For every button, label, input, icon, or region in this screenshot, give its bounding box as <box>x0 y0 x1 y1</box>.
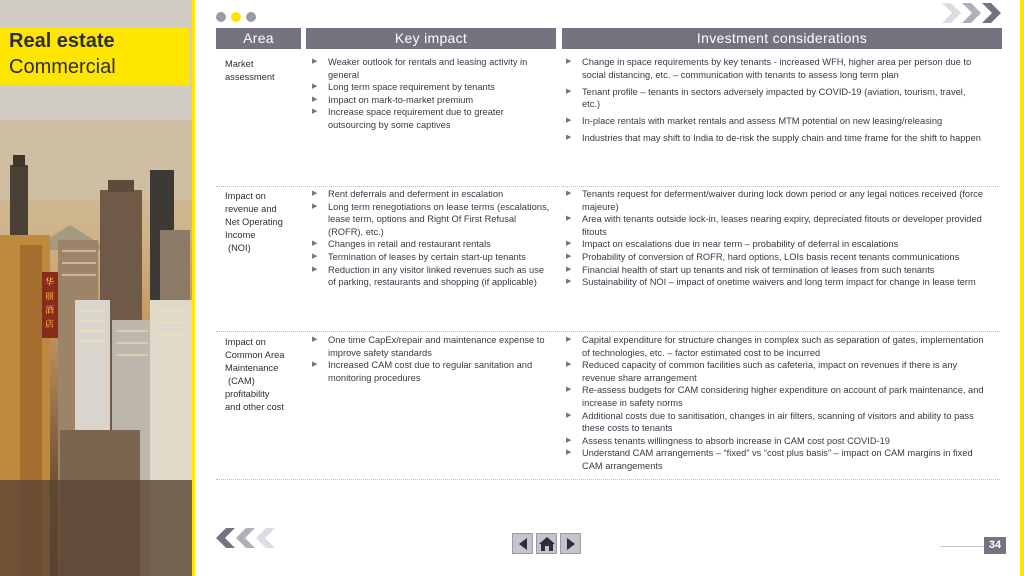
impact-item: ▶ Long term renegotiations on lease terms (escalations, lease term, options and Right Of First Refusal (ROFR), etc.) <box>312 201 552 239</box>
slide-title-line1: Real estate <box>9 30 115 52</box>
consideration-cell <box>566 188 986 289</box>
area-text: and other cost <box>225 402 284 412</box>
impact-cell <box>312 188 552 289</box>
area-text: profitability <box>225 389 270 399</box>
header-investment-considerations: Investment considerations <box>562 28 1002 49</box>
consideration-item: ▶ Area with tenants outside lock-in, leases nearing expiry, depreciated fitouts or developer provided fitouts <box>566 213 986 238</box>
page-number: 34 <box>984 537 1006 554</box>
area-text: (NOI) <box>228 243 251 253</box>
area-text: Common Area <box>225 350 285 360</box>
impact-item: ▶ Impact on mark-to-market premium <box>312 94 552 107</box>
area-text: Net Operating <box>225 217 283 227</box>
next-slide-button[interactable] <box>560 533 581 554</box>
consideration-item: ▶ Reduced capacity of common facilities such as cafeteria, impact on revenues if there is any revenue share arrangement <box>566 359 986 384</box>
home-icon <box>539 537 555 551</box>
active-dot-icon <box>231 12 241 22</box>
area-text: (CAM) <box>228 376 255 386</box>
consideration-item: ▶ Sustainability of NOI – impact of onetime waivers and long term impact for change in lease term <box>566 276 986 289</box>
previous-slide-button[interactable] <box>512 533 533 554</box>
consideration-item: ▶ Probability of conversion of ROFR, hard options, LOIs basis recent tenants communications <box>566 251 986 264</box>
consideration-item: ▶ Impact on escalations due in near term – probability of deferral in escalations <box>566 238 986 251</box>
consideration-item: ▶ Industries that may shift to India to de-risk the supply chain and time frame for the shift to happen <box>566 132 986 145</box>
area-cell <box>225 58 305 84</box>
impact-cell <box>312 56 552 132</box>
yellow-divider <box>192 0 195 576</box>
page-number-rule <box>940 546 984 547</box>
impact-cell <box>312 334 552 384</box>
home-button[interactable] <box>536 533 557 554</box>
area-text: revenue and <box>225 204 277 214</box>
consideration-item: ▶ Assess tenants willingness to absorb increase in CAM cost post COVID-19 <box>566 435 986 448</box>
right-accent-strip <box>1020 0 1024 576</box>
dot-icon <box>246 12 256 22</box>
progress-dots <box>216 12 256 22</box>
slide-title-line2: Commercial <box>9 56 116 78</box>
slide-navigation <box>512 533 581 554</box>
table-row <box>216 333 1000 480</box>
consideration-item: ▶ Financial health of start up tenants and risk of termination of leases from such tenants <box>566 264 986 277</box>
impact-item: ▶ Increased CAM cost due to regular sanitation and monitoring procedures <box>312 359 552 384</box>
area-cell <box>225 190 305 255</box>
impact-item: ▶ Termination of leases by certain start-up tenants <box>312 251 552 264</box>
triangle-left-icon <box>518 538 528 550</box>
chevrons-right-icon <box>942 2 1008 24</box>
consideration-item: ▶ Capital expenditure for structure changes in complex such as separation of gates, implementation of technologies, etc. – factor estimated cost to be incurred <box>566 334 986 359</box>
area-text: Impact on <box>225 337 266 347</box>
impact-item: ▶ Long term space requirement by tenants <box>312 81 552 94</box>
area-text: Income <box>225 230 256 240</box>
area-text: Market <box>225 59 254 69</box>
area-text: assessment <box>225 72 275 82</box>
consideration-cell <box>566 56 986 150</box>
consideration-item: ▶ Tenant profile – tenants in sectors adversely impacted by COVID-19 (aviation, tourism, travel, etc.) <box>566 86 986 111</box>
impact-item: ▶ Rent deferrals and deferment in escalation <box>312 188 552 201</box>
city-skyline-photo <box>0 0 192 576</box>
consideration-item: ▶ Additional costs due to sanitisation, changes in air filters, scanning of visitors and ability to pass these costs to tenants <box>566 410 986 435</box>
triangle-right-icon <box>566 538 576 550</box>
area-cell <box>225 336 305 414</box>
dot-icon <box>216 12 226 22</box>
consideration-cell <box>566 334 986 473</box>
impact-item: ▶ Reduction in any visitor linked revenues such as use of parking, restaurants and shopping (if applicable) <box>312 264 552 289</box>
table-row <box>216 55 1000 187</box>
skyline-illustration <box>0 0 192 576</box>
header-area: Area <box>216 28 301 49</box>
slide-title <box>0 28 190 85</box>
consideration-item: ▶ Change in space requirements by key tenants - increased WFH, higher area per person due to social distancing, etc. – communication with tenants to assess long term plan <box>566 56 986 81</box>
consideration-item: ▶ Understand CAM arrangements – “fixed” vs “cost plus basis” – impact on CAM margins in fixed CAM arrangements <box>566 447 986 472</box>
chevrons-left-icon <box>216 527 280 549</box>
area-text: Maintenance <box>225 363 279 373</box>
impact-item: ▶ Changes in retail and restaurant rentals <box>312 238 552 251</box>
consideration-item: ▶ Tenants request for deferment/waiver during lock down period or any legal notices received (force majeure) <box>566 188 986 213</box>
photo-sign: 华 丽 酒 店 <box>45 278 55 330</box>
consideration-item: ▶ In-place rentals with market rentals and assess MTM potential on new leasing/releasing <box>566 115 986 128</box>
header-key-impact: Key impact <box>306 28 556 49</box>
impact-item: ▶ Increase space requirement due to greater outsourcing by some captives <box>312 106 552 131</box>
impact-item: ▶ Weaker outlook for rentals and leasing activity in general <box>312 56 552 81</box>
area-text: Impact on <box>225 191 266 201</box>
consideration-item: ▶ Re-assess budgets for CAM considering higher expenditure on account of park maintenance, and increase in safety norms <box>566 384 986 409</box>
impact-item: ▶ One time CapEx/repair and maintenance expense to improve safety standards <box>312 334 552 359</box>
table-row <box>216 187 1000 332</box>
